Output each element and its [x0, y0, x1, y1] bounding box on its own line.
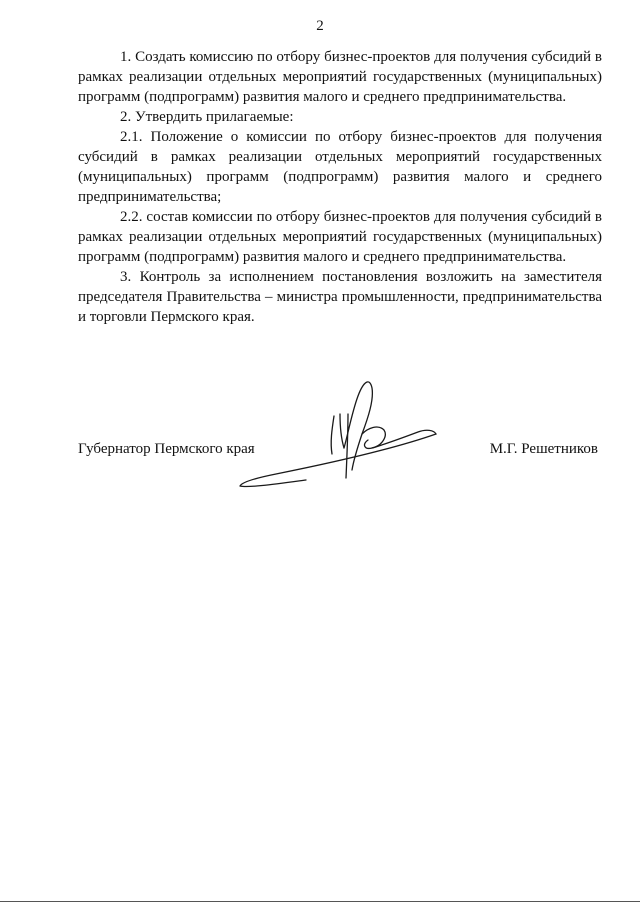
handwritten-signature — [236, 374, 446, 496]
paragraph-2-2: 2.2. состав комиссии по отбору бизнес-проектов для получения субсидий в рамках реализации отдельных мероприятий государственных (муниципальных) программ (подпрограмм) развития малого и среднего предпринимательства. — [78, 209, 602, 265]
page-bottom-rule — [0, 901, 640, 902]
paragraph-2-1: 2.1. Положение о комиссии по отбору бизнес-проектов для получения субсидий в рамках реализации отдельных мероприятий государственных (муниципальных) программ (подпрограмм) развития малого и среднего предпринимательства; — [78, 129, 602, 205]
paragraph-1: 1. Создать комиссию по отбору бизнес-проектов для получения субсидий в рамках реализации отдельных мероприятий государственных (муниципальных) программ (подпрограмм) развития малого и среднего предпринимательства. — [78, 49, 602, 105]
signatory-position: Губернатор Пермского края — [78, 441, 255, 457]
paragraph-2: 2. Утвердить прилагаемые: — [120, 109, 294, 125]
signatory-name: М.Г. Решетников — [489, 441, 598, 457]
paragraph-3: 3. Контроль за исполнением постановления возложить на заместителя председателя Правительства – министра промышленности, предпринимательства и торговли Пермского края. — [78, 269, 602, 325]
page-number: 2 — [316, 18, 324, 34]
document-body — [78, 47, 602, 327]
